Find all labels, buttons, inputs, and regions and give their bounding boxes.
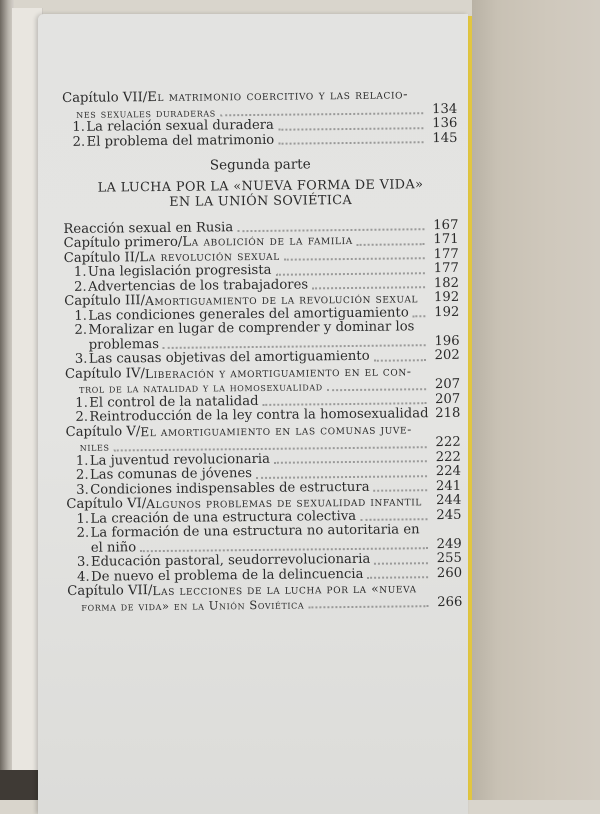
section-number: 1.	[73, 264, 87, 280]
chapter-title-cont: nes sexuales duraderas	[76, 104, 216, 121]
section-title: La juventud revolucionaria	[89, 451, 270, 469]
page-number: 207	[434, 376, 461, 393]
page-number: 196	[434, 333, 460, 349]
leader-dots	[357, 243, 425, 246]
leader-dots	[374, 359, 426, 362]
section-title: Moralizar en lugar de comprender y dominar los	[88, 319, 415, 338]
part-title-line: EN LA UNIÓN SOVIÉTICA	[169, 192, 353, 210]
section-title: Las condiciones generales del amortiguamiento	[88, 304, 409, 324]
section-number: 3.	[76, 554, 90, 570]
page-number: 266	[437, 594, 463, 610]
section-title: La formación de una estructura no autoritaria en	[90, 522, 420, 541]
leader-dots	[278, 127, 423, 131]
section-number: 2.	[74, 322, 88, 338]
page-number: 255	[436, 550, 462, 567]
part-label: Segunda parte	[209, 156, 311, 174]
section-number: 3.	[74, 351, 88, 367]
chapter-label: Capítulo VII/	[67, 583, 153, 599]
page-number: 245	[436, 507, 462, 523]
page-number: 249	[436, 536, 462, 552]
chapter-title-cont: niles	[79, 439, 110, 454]
chapter-label: Capítulo VI/	[66, 496, 147, 512]
section-number: 1.	[75, 453, 89, 469]
leader-dots	[275, 272, 424, 276]
leader-dots	[413, 315, 426, 317]
page-number: 222	[435, 434, 461, 451]
chapter-label: Capítulo II/	[63, 249, 140, 266]
section-number: 2.	[75, 467, 89, 483]
chapter-label: Capítulo III/	[64, 293, 146, 309]
page-number: 192	[433, 289, 460, 306]
leader-dots	[360, 518, 427, 521]
page-number: 134	[431, 101, 458, 117]
chapter-label: Capítulo V/	[65, 423, 141, 440]
section-number: 1.	[74, 308, 88, 324]
section-number: 1.	[75, 395, 88, 411]
part-title	[63, 176, 458, 210]
section-title: Una legislación progresista	[87, 262, 272, 280]
section-title: Las comunas de jóvenes	[89, 466, 253, 483]
leader-dots	[262, 402, 426, 406]
section-title: Advertencias de los trabajadores	[87, 276, 309, 295]
page-number: 192	[434, 304, 460, 320]
chapter-label: Capítulo primero/	[63, 234, 183, 251]
section-title: La creación de una estructura colectiva	[90, 508, 357, 527]
page-number: 260	[436, 565, 463, 581]
chapter-title: Liberación y amortiguamiento en el con-	[144, 363, 412, 381]
page-number: 241	[435, 478, 462, 494]
intro-title: Reacción sexual en Rusia	[63, 219, 234, 237]
leader-dots	[237, 228, 424, 232]
section-number: 2.	[72, 134, 86, 150]
leader-dots	[140, 547, 428, 552]
leader-dots	[312, 286, 425, 289]
facing-page	[472, 0, 600, 800]
section-number: 2.	[75, 409, 89, 425]
section-title-cont: problemas	[88, 336, 160, 353]
page-number: 218	[435, 405, 461, 422]
leader-dots	[220, 112, 423, 116]
page-number: 244	[436, 492, 462, 509]
section-number: 2.	[73, 279, 87, 295]
section-title: Condiciones indispensables de estructura	[90, 479, 370, 498]
section-title: La relación sexual duradera	[86, 117, 274, 135]
chapter-title: El matrimonio coercitivo y las relacio-	[147, 87, 409, 106]
section-number: 3.	[76, 482, 89, 498]
leader-dots	[284, 257, 425, 260]
toc-chapter	[62, 88, 458, 150]
chapter-title-cont: forma de vida» en la Unión Soviética	[81, 596, 305, 614]
section-title-cont: el niño	[90, 539, 137, 556]
page-edge-yellow	[468, 16, 472, 800]
page-number: 222	[435, 449, 461, 465]
page-number: 136	[432, 115, 458, 132]
leader-dots	[274, 460, 427, 464]
table-of-contents	[62, 88, 462, 614]
leader-dots	[256, 475, 427, 479]
chapter-title: El amortiguamiento en las comunas juve-	[140, 421, 412, 439]
chapter-label: Capítulo IV/	[64, 365, 145, 382]
chapter-title: La revolución sexual	[139, 248, 280, 265]
page-number: 177	[433, 246, 459, 262]
section-title: El control de la natalidad	[89, 393, 259, 411]
page-number: 202	[434, 347, 460, 364]
section-number: 1.	[72, 119, 86, 135]
page-number: 207	[434, 391, 461, 407]
page-number: 171	[433, 231, 459, 248]
page-number: 182	[433, 275, 460, 291]
chapter-label: Capítulo VII/	[61, 90, 148, 106]
chapter-title: Amortiguamiento de la revolución sexual	[144, 291, 419, 309]
toc-section	[62, 131, 457, 150]
chapter-title: La abolición de la familia	[182, 232, 353, 250]
leader-dots	[327, 388, 426, 391]
leader-dots	[374, 562, 428, 565]
page-number: 167	[433, 217, 459, 233]
section-title: Las causas objetivas del amortiguamiento	[88, 348, 370, 367]
section-title: Reintroducción de la ley contra la homosexualidad	[89, 406, 429, 425]
chapter-title: Algunos problemas de sexualidad infantil	[146, 494, 423, 512]
section-title: De nuevo el problema de la delincuencia	[90, 566, 364, 585]
section-number: 2.	[76, 525, 90, 541]
part-title-line: LA LUCHA POR LA «NUEVA FORMA DE VIDA»	[97, 176, 424, 196]
leader-dots	[163, 344, 426, 349]
leader-dots	[278, 141, 423, 145]
leader-dots	[308, 605, 428, 608]
section-number: 4.	[76, 569, 90, 585]
page-number: 145	[432, 130, 458, 146]
chapter-title-cont: trol de la natalidad y la homosexualidad	[79, 379, 323, 396]
section-number: 1.	[76, 511, 90, 527]
section-title: El problema del matrimonio	[86, 132, 275, 150]
leader-dots	[368, 576, 429, 579]
section-title: Educación pastoral, seudorrevolucionaria	[90, 551, 371, 570]
chapter-title: Las lecciones de la lucha por la «nueva	[152, 581, 417, 599]
page-number: 224	[435, 463, 462, 480]
page-number: 177	[433, 260, 459, 277]
leader-dots	[374, 489, 428, 492]
